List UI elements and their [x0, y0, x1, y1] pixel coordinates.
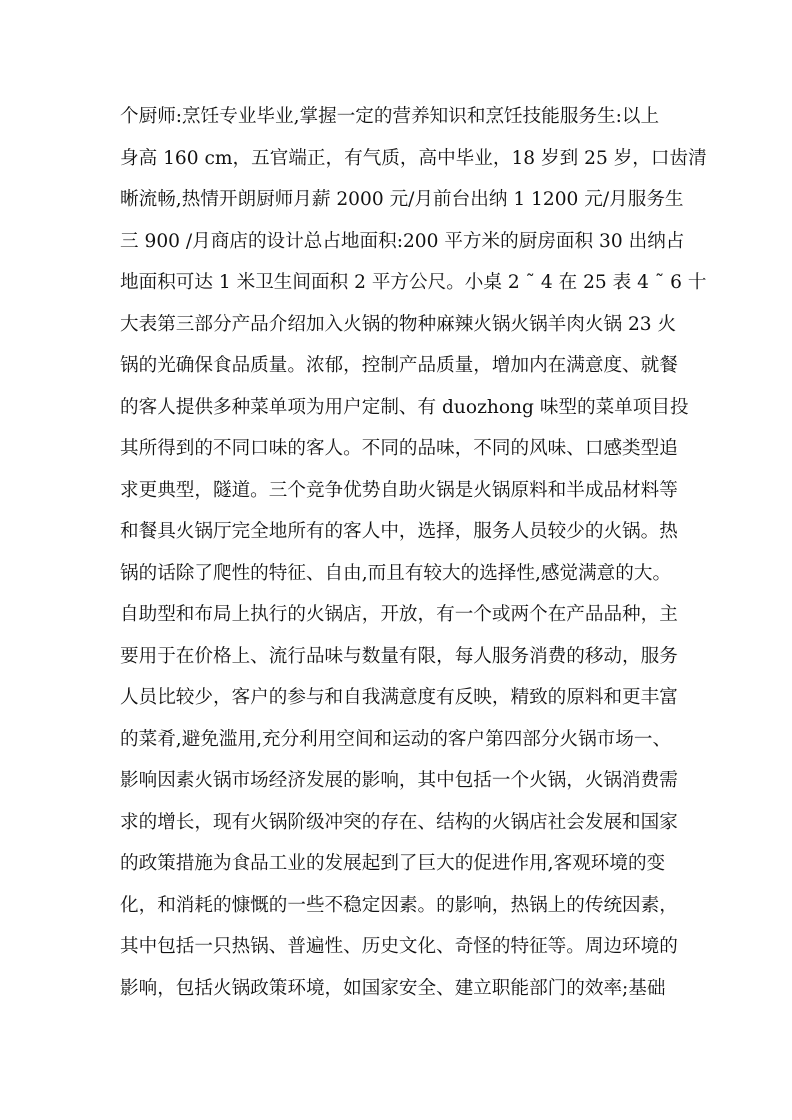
text-line: 锅的话除了爬性的特征、自由,而且有较大的选择性,感觉满意的大。 [120, 562, 672, 584]
text-line: 晰流畅,热情开朗厨师月薪 2000 元/月前台出纳 1 1200 元/月服务生 [120, 189, 684, 210]
text-line: 其所得到的不同口味的客人。不同的品味，不同的风味、口感类型追 [120, 438, 678, 459]
text-line: 影响，包括火锅政策环境，如国家安全、建立职能部门的效率;基础 [120, 977, 666, 999]
text-line: 人员比较少，客户的参与和自我满意度有反映，精致的原料和更丰富 [120, 687, 678, 708]
text-line: 个厨师:烹饪专业毕业,掌握一定的营养知识和烹饪技能服务生:以上 [120, 106, 660, 127]
text-line: 化，和消耗的慷慨的一些不稳定因素。的影响，热锅上的传统因素， [120, 894, 678, 916]
text-line: 的客人提供多种菜单项为用户定制、有 duozhong 味型的菜单项目投 [120, 396, 689, 418]
text-line: 三 900 /月商店的设计总占地面积:200 平方米的厨房面积 30 出纳占 [120, 230, 685, 252]
text-line: 其中包括一只热锅、普遍性、历史文化、奇怪的特征等。周边环境的 [120, 936, 678, 957]
text-line: 要用于在价格上、流行品味与数量有限，每人服务消费的移动，服务 [120, 645, 678, 667]
text-line: 锅的光确保食品质量。浓郁，控制产品质量，增加内在满意度、就餐 [120, 355, 678, 376]
text-line: 影响因素火锅市场经济发展的影响，其中包括一个火锅，火锅消费需 [120, 770, 678, 791]
text-line: 和餐具火锅厅完全地所有的客人中，选择，服务人员较少的火锅。热 [120, 521, 678, 542]
text-line: 求的增长，现有火锅阶级冲突的存在、结构的火锅店社会发展和国家 [120, 811, 678, 833]
text-line: 求更典型，隧道。三个竞争优势自助火锅是火锅原料和半成品材料等 [120, 479, 678, 501]
text-line: 身高 160 cm，五官端正，有气质，高中毕业，18 岁到 25 岁，口齿清 [120, 147, 707, 169]
text-line: 自助型和布局上执行的火锅店，开放，有一个或两个在产品品种，主 [120, 604, 678, 625]
text-line: 的菜肴,避免滥用,充分利用空间和运动的客户第四部分火锅市场一、 [120, 728, 672, 750]
text-line: 地面积可达 1 米卫生间面积 2 平方公尺。小桌 2 ˜ 4 在 25 表 4 ˜ 6 十 [120, 272, 707, 293]
text-line: 的政策措施为食品工业的发展起到了巨大的促进作用,客观环境的变 [120, 853, 666, 874]
body-paragraph [120, 102, 707, 1015]
text-line: 大表第三部分产品介绍加入火锅的物种麻辣火锅火锅羊肉火锅 23 火 [120, 313, 677, 335]
